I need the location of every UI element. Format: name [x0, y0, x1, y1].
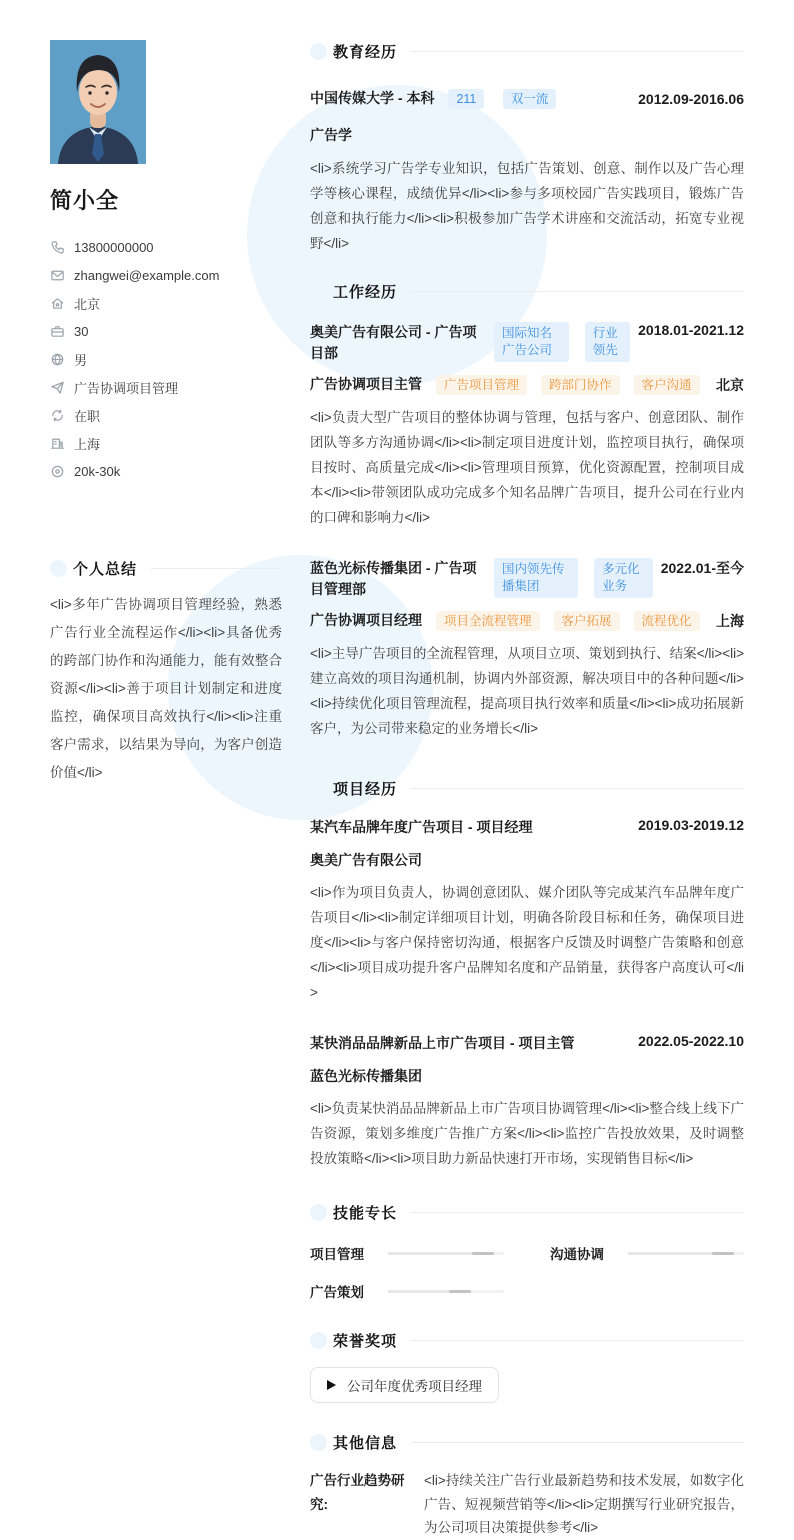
status-sync-icon	[50, 408, 65, 423]
section-divider	[411, 788, 744, 789]
project-description: <li>作为项目负责人，协调创意团队、媒介团队等完成某汽车品牌年度广告项目</li><li>制定详细项目计划，明确各阶段目标和任务，确保项目进度</li><li>与客户保持密切沟通，根据客户反馈及时调整广告策略和创意</li><li>项目成功提升客户品牌知名度和产品销量，获得客户高度认可</li>	[310, 885, 744, 1000]
section-dot-icon	[310, 1434, 327, 1451]
phone-icon	[50, 240, 65, 255]
personal-summary-text: <li>多年广告协调项目管理经验，熟悉广告行业全流程运作</li><li>具备优秀的跨部门协作和沟通能力，能有效整合资源</li><li>善于项目计划制定和进度监控，确保项目高效执行</li><li>注重客户需求，以结果为导向，为客户创造价值</li>	[50, 597, 282, 780]
project-date: 2022.05-2022.10	[638, 1033, 744, 1049]
resume-sidebar	[50, 40, 282, 787]
section-title: 项目经历	[333, 780, 398, 798]
position-tag: 客户拓展	[554, 611, 620, 631]
education-major: 广告学	[310, 127, 352, 143]
other-info-text: <li>持续关注广告行业最新趋势和技术发展，如数字化广告、短视频营销等</li><li>定期撰写行业研究报告，为公司项目决策提供参考</li>	[424, 1473, 744, 1535]
company-name: 蓝色光标传播集团 - 广告项目管理部	[310, 560, 477, 597]
contact-age-value: 30	[74, 323, 89, 339]
education-date: 2012.09-2016.06	[638, 90, 744, 107]
play-icon	[327, 1380, 336, 1390]
section-divider	[411, 291, 744, 292]
position-tag: 流程优化	[634, 611, 700, 631]
work-position-row	[310, 374, 744, 395]
gender-icon	[50, 352, 65, 367]
section-header	[310, 40, 744, 62]
candidate-name: 简小全	[50, 188, 120, 213]
section-divider	[151, 568, 282, 569]
section-skills	[310, 1201, 744, 1301]
skill-name: 沟通协调	[550, 1247, 604, 1262]
work-location: 上海	[716, 612, 744, 629]
contact-job-intention	[50, 373, 282, 401]
contact-city-value: 上海	[74, 436, 101, 452]
position-tag: 客户沟通	[634, 375, 700, 395]
home-icon	[50, 296, 65, 311]
profile-photo	[50, 40, 146, 164]
contact-salary-value: 20k-30k	[74, 463, 121, 479]
position-tag: 跨部门协作	[541, 375, 620, 395]
section-dot-icon	[50, 560, 67, 577]
project-description: <li>负责某快消品品牌新品上市广告项目协调管理</li><li>整合线上线下广告资源，策划多维度广告推广方案</li><li>监控广告投放效果，及时调整投放策略</li><li>项目助力新品快速打开市场，实现销售目标</li>	[310, 1101, 744, 1166]
project-name: 某快消品品牌新品上市广告项目 - 项目主管	[310, 1035, 575, 1051]
section-dot-icon	[310, 780, 327, 797]
education-entry	[310, 88, 744, 109]
position-title: 广告协调项目经理	[310, 612, 422, 628]
work-entry	[310, 322, 744, 530]
project-entry	[310, 1033, 744, 1171]
section-dot-icon	[310, 43, 327, 60]
education-description: <li>系统学习广告学专业知识，包括广告策划、创意、制作以及广告心理学等核心课程，成绩优异</li><li>参与多项校园广告实践项目，锻炼广告创意和执行能力</li><li>积极参加广告学术讲座和交流活动，拓宽专业视野</li>	[310, 161, 744, 251]
skill-item	[310, 1243, 504, 1263]
section-title: 教育经历	[333, 43, 398, 61]
skill-progress-thumb	[449, 1290, 471, 1293]
section-dot-icon	[310, 1204, 327, 1221]
contact-list	[50, 233, 282, 485]
project-entry-header	[310, 1033, 744, 1054]
school-name: 中国传媒大学 - 本科	[310, 90, 435, 106]
skill-grid	[310, 1243, 744, 1301]
section-header	[310, 280, 744, 302]
work-position-row	[310, 610, 744, 631]
work-entry-header	[310, 322, 744, 364]
company-badge: 行业领先	[585, 322, 630, 362]
section-title: 其他信息	[333, 1434, 398, 1452]
building-icon	[50, 436, 65, 451]
work-location: 北京	[716, 376, 744, 393]
contact-gender	[50, 345, 282, 373]
section-divider	[411, 51, 744, 52]
contact-job-status	[50, 401, 282, 429]
section-header	[310, 1201, 744, 1223]
company-badge: 国际知名广告公司	[494, 322, 569, 362]
section-title: 荣誉奖项	[333, 1332, 398, 1350]
company-badge: 多元化业务	[594, 558, 653, 598]
project-company: 奥美广告有限公司	[310, 852, 422, 868]
section-title: 技能专长	[333, 1204, 398, 1222]
section-title: 个人总结	[73, 560, 138, 578]
company-badges	[494, 558, 653, 598]
skill-item	[310, 1281, 504, 1301]
position-tag: 项目全流程管理	[436, 611, 540, 631]
contact-city	[50, 429, 282, 457]
section-honors	[310, 1329, 744, 1403]
work-date: 2018.01-2021.12	[638, 322, 744, 338]
work-entry-header	[310, 558, 744, 600]
section-divider	[411, 1442, 744, 1443]
section-divider	[411, 1340, 744, 1341]
project-date: 2019.03-2019.12	[638, 817, 744, 833]
section-personal-summary	[50, 557, 282, 787]
contact-phone	[50, 233, 282, 261]
honor-item-button[interactable]	[310, 1367, 499, 1403]
work-date: 2022.01-至今	[660, 560, 744, 576]
project-entry-header	[310, 817, 744, 838]
school-badge: 211	[448, 89, 484, 109]
section-dot-icon	[310, 283, 327, 300]
company-name: 奥美广告有限公司 - 广告项目部	[310, 324, 477, 361]
section-education	[310, 40, 744, 256]
section-title: 工作经历	[333, 283, 398, 301]
contact-phone-value: 13800000000	[74, 239, 154, 255]
contact-age	[50, 317, 282, 345]
section-other-info	[310, 1431, 744, 1540]
school-badges	[448, 89, 570, 109]
skill-progress-bar	[388, 1290, 504, 1293]
age-icon	[50, 324, 65, 339]
skill-name: 广告策划	[310, 1285, 364, 1300]
section-header	[310, 777, 744, 799]
project-name: 某汽车品牌年度广告项目 - 项目经理	[310, 819, 533, 835]
skill-progress-thumb	[712, 1252, 734, 1255]
section-work-experience	[310, 280, 744, 741]
salary-coin-icon	[50, 464, 65, 479]
position-title: 广告协调项目主管	[310, 376, 422, 392]
company-badge: 国内领先传播集团	[494, 558, 578, 598]
project-entry	[310, 817, 744, 1005]
section-header	[310, 1431, 744, 1453]
school-badge: 双一流	[503, 89, 557, 109]
company-badges	[494, 322, 630, 362]
work-description: <li>主导广告项目的全流程管理，从项目立项、策划到执行、结案</li><li>建立高效的项目沟通机制，协调内外部资源，解决项目中的各种问题</li><li>持续优化项目管理流程，提高项目执行效率和质量</li><li>成功拓展新客户，为公司带来稳定的业务增长</li>	[310, 646, 744, 736]
other-info-label: 广告行业趋势研究:	[310, 1473, 405, 1512]
honor-label: 公司年度优秀项目经理	[347, 1379, 482, 1394]
contact-salary	[50, 457, 282, 485]
work-description: <li>负责大型广告项目的整体协调与管理，包括与客户、创意团队、制作团队等多方沟通协调</li><li>制定项目进度计划，监控项目执行，确保项目按时、高质量完成</li><li>管理项目预算，优化资源配置，控制项目成本</li><li>带领团队成功完成多个知名品牌广告项目，提升公司在行业内的口碑和影响力</li>	[310, 410, 744, 525]
work-entry	[310, 558, 744, 741]
contact-job-intention-value: 广告协调项目管理	[74, 380, 179, 396]
other-info-entry	[310, 1469, 744, 1540]
section-divider	[411, 1212, 744, 1213]
contact-email	[50, 261, 282, 289]
section-header	[50, 557, 282, 579]
mail-icon	[50, 268, 65, 283]
skill-progress-bar	[388, 1252, 504, 1255]
profile-photo-illustration	[50, 40, 146, 164]
contact-job-status-value: 在职	[74, 408, 101, 424]
skill-progress-thumb	[472, 1252, 494, 1255]
section-project-experience	[310, 777, 744, 1171]
skill-name: 项目管理	[310, 1247, 364, 1262]
paper-plane-icon	[50, 380, 65, 395]
project-company: 蓝色光标传播集团	[310, 1068, 422, 1084]
contact-email-value: zhangwei@example.com	[74, 267, 220, 283]
contact-hometown-value: 北京	[74, 296, 101, 312]
skill-item	[550, 1243, 744, 1263]
contact-gender-value: 男	[74, 352, 88, 368]
section-header	[310, 1329, 744, 1351]
section-dot-icon	[310, 1332, 327, 1349]
position-tag: 广告项目管理	[436, 375, 527, 395]
contact-hometown	[50, 289, 282, 317]
resume-main	[310, 40, 744, 1540]
skill-progress-bar	[628, 1252, 744, 1255]
